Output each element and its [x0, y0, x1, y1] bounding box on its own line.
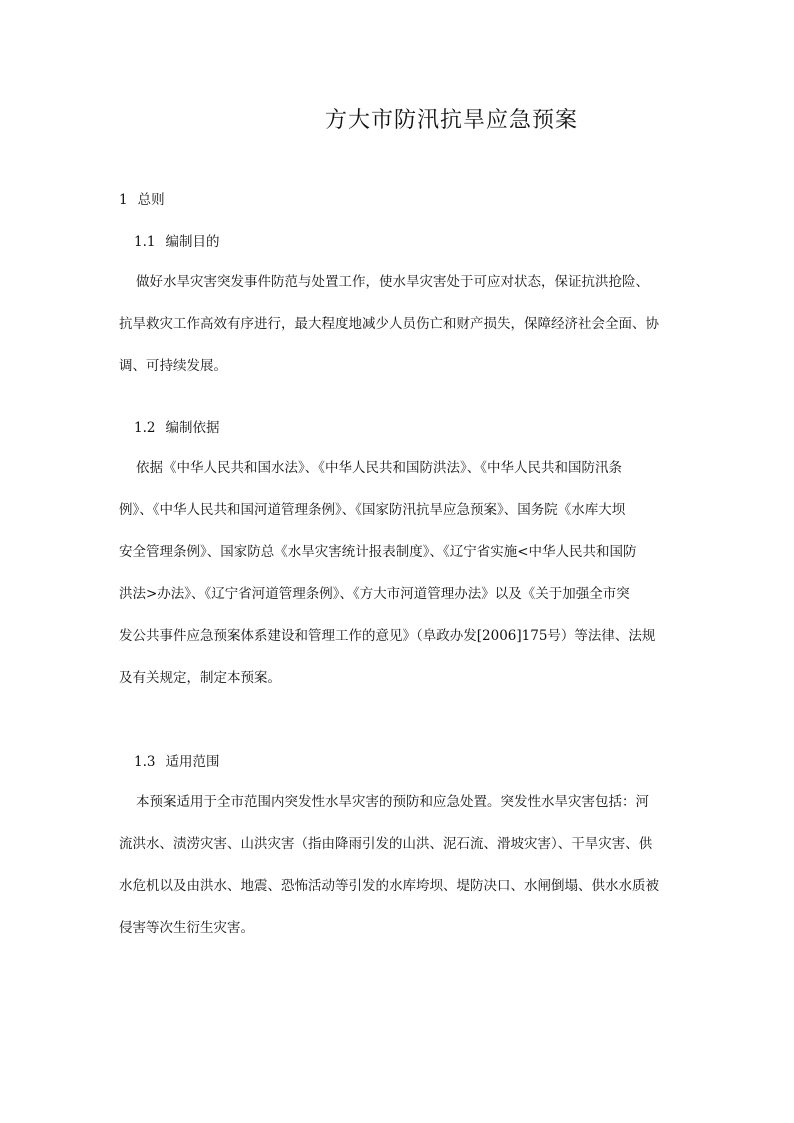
paragraph-line: 本预案适用于全市范围内突发性水旱灾害的预防和应急处置。突发性水旱灾害包括：河 [136, 794, 649, 810]
subsection-1-2-number: 1.2 [134, 420, 156, 436]
paragraph-line: 调、可持续发展。 [119, 358, 227, 374]
paragraph-line: 做好水旱灾害突发事件防范与处置工作，使水旱灾害处于可应对状态，保证抗洪抢险、 [136, 274, 649, 290]
paragraph-line: 流洪水、渍涝灾害、山洪灾害（指由降雨引发的山洪、泥石流、滑坡灾害）、干旱灾害、供 [119, 836, 653, 852]
subsection-1-3-number: 1.3 [134, 754, 156, 770]
paragraph-line: 安全管理条例》、国家防总《水旱灾害统计报表制度》、《辽宁省实施<中华人民共和国防 [119, 544, 637, 560]
document-title: 方大市防汛抗旱应急预案 [325, 108, 579, 133]
paragraph-line: 发公共事件应急预案体系建设和管理工作的意见》（阜政办发[2006]175号）等法律、法规 [119, 628, 656, 644]
paragraph-line: 水危机以及由洪水、地震、恐怖活动等引发的水库垮坝、堤防决口、水闸倒塌、供水水质被 [119, 878, 659, 894]
section-1-number: 1 [119, 192, 128, 208]
paragraph-line: 洪法>办法》、《辽宁省河道管理条例》、《方大市河道管理办法》以及《关于加强全市突 [119, 586, 630, 602]
subsection-1-1-number: 1.1 [134, 234, 156, 250]
subsection-1-1-label: 编制目的 [165, 234, 220, 250]
paragraph-line: 抗旱救灾工作高效有序进行，最大程度地减少人员伤亡和财产损失，保障经济社会全面、协 [119, 316, 659, 332]
paragraph-line: 依据《中华人民共和国水法》、《中华人民共和国防洪法》、《中华人民共和国防汛条 [136, 460, 622, 476]
section-1-label: 总则 [137, 192, 165, 208]
subsection-1-1-paragraph [119, 261, 679, 387]
paragraph-line: 及有关规定，制定本预案。 [119, 670, 281, 686]
subsection-1-3-label: 适用范围 [165, 754, 220, 770]
paragraph-line: 例》、《中华人民共和国河道管理条例》、《国家防汛抗旱应急预案》、国务院《水库大坝 [119, 502, 626, 518]
subsection-1-3-heading [134, 750, 219, 770]
paragraph-line: 侵害等次生衍生灾害。 [119, 920, 254, 936]
subsection-1-2-label: 编制依据 [165, 420, 220, 436]
subsection-1-1-heading [134, 230, 219, 250]
subsection-1-2-paragraph [119, 447, 679, 699]
section-1-heading [119, 188, 165, 208]
subsection-1-2-heading [134, 416, 219, 436]
subsection-1-3-paragraph [119, 781, 679, 949]
